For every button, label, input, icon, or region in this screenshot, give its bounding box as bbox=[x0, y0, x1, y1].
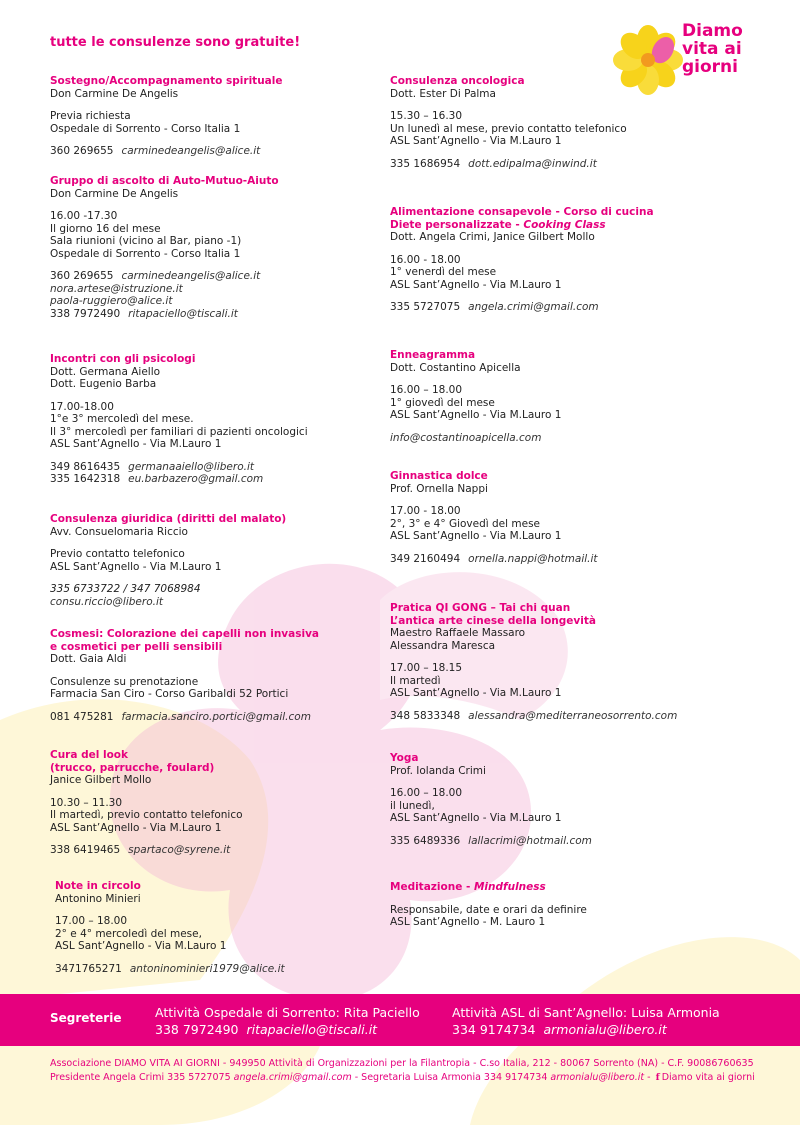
spacer bbox=[390, 291, 720, 301]
service-info-line: 17.00 - 18.00 bbox=[390, 505, 461, 517]
contact-row bbox=[390, 553, 720, 566]
service-info-line: 1° venerdì del mese bbox=[390, 266, 497, 278]
contact-email[interactable]: eu.barbazero@gmail.com bbox=[128, 473, 264, 485]
service-info-line: ASL Sant’Agnello - M. Lauro 1 bbox=[390, 916, 546, 928]
service-person: Avv. Consuelomaria Riccio bbox=[50, 525, 188, 538]
service-section bbox=[390, 206, 720, 314]
service-info-line: ASL Sant’Agnello - Via M.Lauro 1 bbox=[390, 687, 562, 699]
service-subtitle-text: L’antica arte cinese della longevità bbox=[390, 614, 596, 627]
contact-row bbox=[50, 473, 380, 486]
segreteria-asl-email[interactable]: armonialu@libero.it bbox=[543, 1022, 667, 1037]
service-title bbox=[50, 749, 380, 762]
service-info-line: 17.00 – 18.15 bbox=[390, 662, 463, 674]
contact-email[interactable]: carminedeangelis@alice.it bbox=[121, 270, 261, 282]
service-info-line: 16.00 - 18.00 bbox=[390, 253, 461, 266]
spacer bbox=[50, 200, 380, 210]
contact-phone: 360 269655 bbox=[50, 145, 114, 157]
service-info-line: ASL Sant’Agnello - Via M.Lauro 1 bbox=[50, 821, 222, 834]
spacer bbox=[50, 834, 380, 844]
contact-row bbox=[50, 461, 380, 474]
spacer bbox=[50, 666, 380, 676]
service-person: Dott. Costantino Apicella bbox=[390, 361, 521, 374]
spacer bbox=[55, 953, 385, 963]
service-subtitle bbox=[50, 762, 380, 775]
service-info-line: ASL Sant’Agnello - Via M.Lauro 1 bbox=[390, 530, 562, 542]
contact-email[interactable]: carminedeangelis@alice.it bbox=[121, 145, 261, 157]
spacer bbox=[390, 777, 720, 787]
service-subtitle-text: e cosmetici per pelli sensibili bbox=[50, 640, 223, 653]
service-info-line: ASL Sant’Agnello - Via M.Lauro 1 bbox=[50, 560, 222, 573]
service-info-line: Responsabile, date e orari da definire bbox=[390, 903, 587, 916]
spacer bbox=[50, 787, 380, 797]
facebook-icon[interactable]: f bbox=[655, 1072, 660, 1083]
service-title bbox=[50, 75, 380, 88]
service-section bbox=[50, 175, 380, 320]
service-info-line: ASL Sant’Agnello - Via M.Lauro 1 bbox=[390, 135, 562, 147]
service-section bbox=[50, 353, 380, 486]
contact-row bbox=[390, 710, 720, 723]
spacer bbox=[390, 148, 720, 158]
contact-email[interactable]: alessandra@mediterraneosorrento.com bbox=[468, 709, 678, 722]
spacer bbox=[390, 543, 720, 553]
footer-separator: - bbox=[644, 1072, 654, 1083]
service-info-line: Previa richiesta bbox=[50, 110, 131, 122]
footer-line-2 bbox=[50, 1071, 760, 1085]
footer-president: Presidente Angela Crimi 335 5727075 bbox=[50, 1072, 234, 1083]
service-person: Don Carmine De Angelis bbox=[50, 87, 179, 100]
service-title bbox=[50, 175, 380, 188]
contact-row bbox=[50, 583, 380, 596]
segreteria-asl bbox=[452, 1004, 720, 1038]
contact-email[interactable]: spartaco@syrene.it bbox=[128, 844, 231, 856]
contact-email[interactable]: ornella.nappi@hotmail.it bbox=[468, 552, 598, 565]
contact-row bbox=[50, 295, 380, 308]
service-title bbox=[390, 349, 720, 362]
page-headline: tutte le consulenze sono gratuite! bbox=[50, 35, 301, 50]
service-info-line: ASL Sant’Agnello - Via M.Lauro 1 bbox=[390, 409, 562, 421]
service-section bbox=[50, 75, 380, 158]
segreteria-asl-name: Attività ASL di Sant’Agnello: Luisa Armonia bbox=[452, 1005, 720, 1020]
service-info-line: Previo contatto telefonico bbox=[50, 548, 185, 560]
service-title-text: Incontri con gli psicologi bbox=[50, 353, 196, 365]
contact-phone: 349 2160494 bbox=[390, 552, 461, 565]
contact-row bbox=[50, 145, 380, 158]
service-info-line: ASL Sant’Agnello - Via M.Lauro 1 bbox=[390, 812, 562, 824]
service-title-text: Alimentazione consapevole - Corso di cucina bbox=[390, 206, 654, 218]
spacer bbox=[390, 652, 720, 662]
spacer bbox=[50, 573, 380, 583]
footer bbox=[50, 1057, 760, 1085]
contact-row bbox=[390, 158, 720, 171]
service-info-line: Ospedale di Sorrento - Corso Italia 1 bbox=[50, 122, 241, 135]
service-title bbox=[390, 470, 720, 483]
contact-phone: 338 7972490 bbox=[50, 307, 121, 320]
footer-line-1: Associazione DIAMO VITA AI GIORNI - 949950 Attività di Organizzazioni per la Filantropia - C.so Italia, 212 - 80067 Sorrento (NA) - C.F. 90086760635 bbox=[50, 1058, 754, 1069]
service-title-emphasis: Mindfulness bbox=[473, 881, 546, 893]
service-section bbox=[390, 470, 720, 565]
service-section bbox=[50, 513, 380, 608]
service-info-line: Il 3° mercoledì per familiari di pazienti oncologici bbox=[50, 425, 308, 438]
contact-phone: 335 5727075 bbox=[390, 301, 461, 313]
spacer bbox=[50, 701, 380, 711]
contact-row bbox=[390, 301, 720, 314]
segreteria-ospedale bbox=[155, 1004, 420, 1038]
contact-phone: 338 6419465 bbox=[50, 844, 121, 856]
contact-email[interactable]: consu.riccio@libero.it bbox=[50, 595, 164, 608]
contact-email[interactable]: info@costantinoapicella.com bbox=[390, 431, 542, 444]
contact-phone: 335 1686954 bbox=[390, 157, 461, 170]
service-section bbox=[390, 752, 720, 847]
service-section bbox=[50, 749, 380, 857]
service-section bbox=[50, 628, 380, 723]
segreteria-asl-phone: 334 9174734 bbox=[452, 1022, 536, 1037]
service-subtitle bbox=[390, 615, 720, 628]
service-info-line: Il martedì, previo contatto telefonico bbox=[50, 809, 243, 821]
contact-row bbox=[50, 270, 380, 283]
service-info-line: il lunedì, bbox=[390, 799, 435, 812]
service-info-line: Il martedì bbox=[390, 674, 441, 687]
contact-email[interactable]: paola-ruggiero@alice.it bbox=[50, 295, 173, 307]
contact-phone: 081 475281 bbox=[50, 710, 114, 723]
service-title-text: Ginnastica dolce bbox=[390, 470, 488, 482]
spacer bbox=[50, 100, 380, 110]
contact-row bbox=[50, 711, 380, 724]
service-person: Antonino Minieri bbox=[55, 892, 141, 905]
contact-phone: 360 269655 bbox=[50, 270, 114, 282]
service-section bbox=[55, 880, 385, 975]
footer-president-email[interactable]: angela.crimi@gmail.com bbox=[233, 1072, 352, 1083]
contact-row bbox=[55, 963, 385, 976]
service-info-line: Un lunedì al mese, previo contatto telefonico bbox=[390, 122, 627, 135]
contact-row bbox=[50, 844, 380, 857]
service-info-line: ASL Sant’Agnello - Via M.Lauro 1 bbox=[390, 278, 562, 291]
service-person: Dott. Gaia Aldi bbox=[50, 653, 127, 665]
contact-email[interactable]: angela.crimi@gmail.com bbox=[468, 301, 599, 313]
spacer bbox=[390, 700, 720, 710]
service-info-line: Farmacia San Ciro - Corso Garibaldi 52 Portici bbox=[50, 688, 289, 700]
service-subtitle-text: Diete personalizzate - bbox=[390, 218, 524, 231]
service-title bbox=[390, 752, 720, 765]
contact-row bbox=[390, 432, 720, 445]
service-title-text: Meditazione - bbox=[390, 881, 474, 893]
service-info-line: 16.00 -17.30 bbox=[50, 210, 118, 222]
service-info-line: 17.00-18.00 bbox=[50, 400, 114, 413]
contact-email[interactable]: ritapaciello@tiscali.it bbox=[128, 307, 238, 320]
spacer bbox=[390, 244, 720, 254]
service-person: Maestro Raffaele Massaro bbox=[390, 627, 526, 639]
service-person: Janice Gilbert Mollo bbox=[50, 774, 152, 786]
service-person: Prof. Iolanda Crimi bbox=[390, 764, 486, 777]
service-section bbox=[390, 349, 720, 444]
service-info-line: 15.30 – 16.30 bbox=[390, 110, 463, 122]
service-person: Dott. Ester Di Palma bbox=[390, 87, 496, 100]
service-info-line: 16.00 – 18.00 bbox=[390, 384, 463, 396]
contact-phone: 335 6489336 bbox=[390, 834, 461, 847]
spacer bbox=[50, 451, 380, 461]
logo-line-1: Diamo bbox=[682, 21, 743, 41]
service-person: Prof. Ornella Nappi bbox=[390, 482, 488, 495]
spacer bbox=[50, 260, 380, 270]
segreterie-band bbox=[0, 994, 800, 1046]
spacer bbox=[390, 374, 720, 384]
segreterie-label: Segreterie bbox=[50, 1011, 122, 1025]
service-title-text: Pratica QI GONG – Tai chi quan bbox=[390, 602, 571, 614]
service-title-text: Consulenza giuridica (diritti del malato) bbox=[50, 513, 287, 525]
logo-line-2: vita ai bbox=[682, 39, 742, 59]
service-title bbox=[390, 75, 720, 88]
service-title-text: Note in circolo bbox=[55, 880, 141, 892]
spacer bbox=[50, 135, 380, 145]
logo-text bbox=[682, 22, 743, 76]
service-title bbox=[55, 880, 385, 893]
contact-phone: 349 8616435 bbox=[50, 460, 121, 473]
contact-phone: 348 5833348 bbox=[390, 709, 461, 722]
footer-secretary-email[interactable]: armonialu@libero.it bbox=[550, 1072, 645, 1083]
service-person: Alessandra Maresca bbox=[390, 639, 496, 652]
service-subtitle-text: (trucco, parrucche, foulard) bbox=[50, 761, 215, 774]
contact-email[interactable]: antoninominieri1979@alice.it bbox=[129, 962, 285, 975]
spacer bbox=[55, 905, 385, 915]
contact-row bbox=[50, 283, 380, 296]
segreteria-ospedale-name: Attività Ospedale di Sorrento: Rita Paciello bbox=[155, 1005, 420, 1020]
contact-email[interactable]: dott.edipalma@inwind.it bbox=[468, 157, 597, 170]
service-section bbox=[390, 881, 720, 929]
service-info-line: Consulenze su prenotazione bbox=[50, 675, 199, 688]
service-subtitle bbox=[390, 219, 720, 232]
service-title bbox=[390, 881, 720, 894]
contact-email[interactable]: farmacia.sanciro.portici@gmail.com bbox=[121, 710, 311, 723]
spacer bbox=[390, 894, 720, 904]
service-title bbox=[50, 628, 380, 641]
service-info-line: 1°e 3° mercoledì del mese. bbox=[50, 413, 194, 425]
footer-facebook-page[interactable]: Diamo vita ai giorni bbox=[661, 1072, 755, 1083]
service-title bbox=[390, 602, 720, 615]
contact-email[interactable]: nora.artese@istruzione.it bbox=[50, 282, 183, 295]
service-info-line: 10.30 – 11.30 bbox=[50, 796, 123, 809]
spacer bbox=[390, 825, 720, 835]
service-title-text: Cura del look bbox=[50, 749, 129, 761]
footer-secretary: - Segretaria Luisa Armonia 334 9174734 bbox=[351, 1072, 551, 1083]
contact-phone: 335 1642318 bbox=[50, 473, 121, 485]
spacer bbox=[390, 100, 720, 110]
service-info-line: ASL Sant’Agnello - Via M.Lauro 1 bbox=[55, 940, 227, 952]
segreteria-ospedale-email[interactable]: ritapaciello@tiscali.it bbox=[246, 1022, 378, 1037]
service-info-line: 2° e 4° mercoledì del mese, bbox=[55, 927, 202, 940]
contact-row bbox=[390, 835, 720, 848]
service-title bbox=[50, 353, 380, 366]
service-person: Dott. Germana Aiello bbox=[50, 365, 161, 378]
spacer bbox=[50, 391, 380, 401]
service-title-text: Enneagramma bbox=[390, 349, 476, 361]
contact-email[interactable]: germanaaiello@libero.it bbox=[128, 460, 254, 473]
service-title-text: Sostegno/Accompagnamento spirituale bbox=[50, 75, 283, 87]
service-title-text: Yoga bbox=[390, 752, 419, 764]
contact-phone: 3471765271 bbox=[55, 962, 122, 975]
service-info-line: Il giorno 16 del mese bbox=[50, 222, 161, 235]
service-subtitle bbox=[50, 641, 380, 654]
contact-email[interactable]: lallacrimi@hotmail.com bbox=[468, 834, 592, 847]
service-info-line: 2°, 3° e 4° Giovedì del mese bbox=[390, 517, 541, 530]
service-person: Dott. Eugenio Barba bbox=[50, 378, 157, 390]
service-title bbox=[390, 206, 720, 219]
service-info-line: Ospedale di Sorrento - Corso Italia 1 bbox=[50, 247, 241, 260]
spacer bbox=[390, 495, 720, 505]
service-title-text: Consulenza oncologica bbox=[390, 75, 525, 87]
service-info-line: 1° giovedì del mese bbox=[390, 396, 495, 409]
service-info-line: 16.00 – 18.00 bbox=[390, 787, 463, 799]
contact-phone: 335 6733722 / 347 7068984 bbox=[50, 583, 201, 595]
spacer bbox=[50, 538, 380, 548]
contact-row bbox=[50, 308, 380, 321]
service-section bbox=[390, 602, 720, 722]
service-title-text: Cosmesi: Colorazione dei capelli non invasiva bbox=[50, 628, 320, 640]
logo-line-3: giorni bbox=[682, 57, 738, 77]
service-title bbox=[50, 513, 380, 526]
service-person: Don Carmine De Angelis bbox=[50, 187, 179, 200]
service-subtitle-emphasis: Cooking Class bbox=[523, 218, 606, 231]
contact-row bbox=[50, 596, 380, 609]
spacer bbox=[390, 422, 720, 432]
service-section bbox=[390, 75, 720, 170]
service-info-line: ASL Sant’Agnello - Via M.Lauro 1 bbox=[50, 438, 222, 450]
service-info-line: 17.00 – 18.00 bbox=[55, 915, 128, 927]
service-info-line: Sala riunioni (vicino al Bar, piano -1) bbox=[50, 235, 242, 247]
segreteria-ospedale-phone: 338 7972490 bbox=[155, 1022, 239, 1037]
service-title-text: Gruppo di ascolto di Auto-Mutuo-Aiuto bbox=[50, 175, 279, 187]
service-person: Dott. Angela Crimi, Janice Gilbert Mollo bbox=[390, 231, 595, 243]
